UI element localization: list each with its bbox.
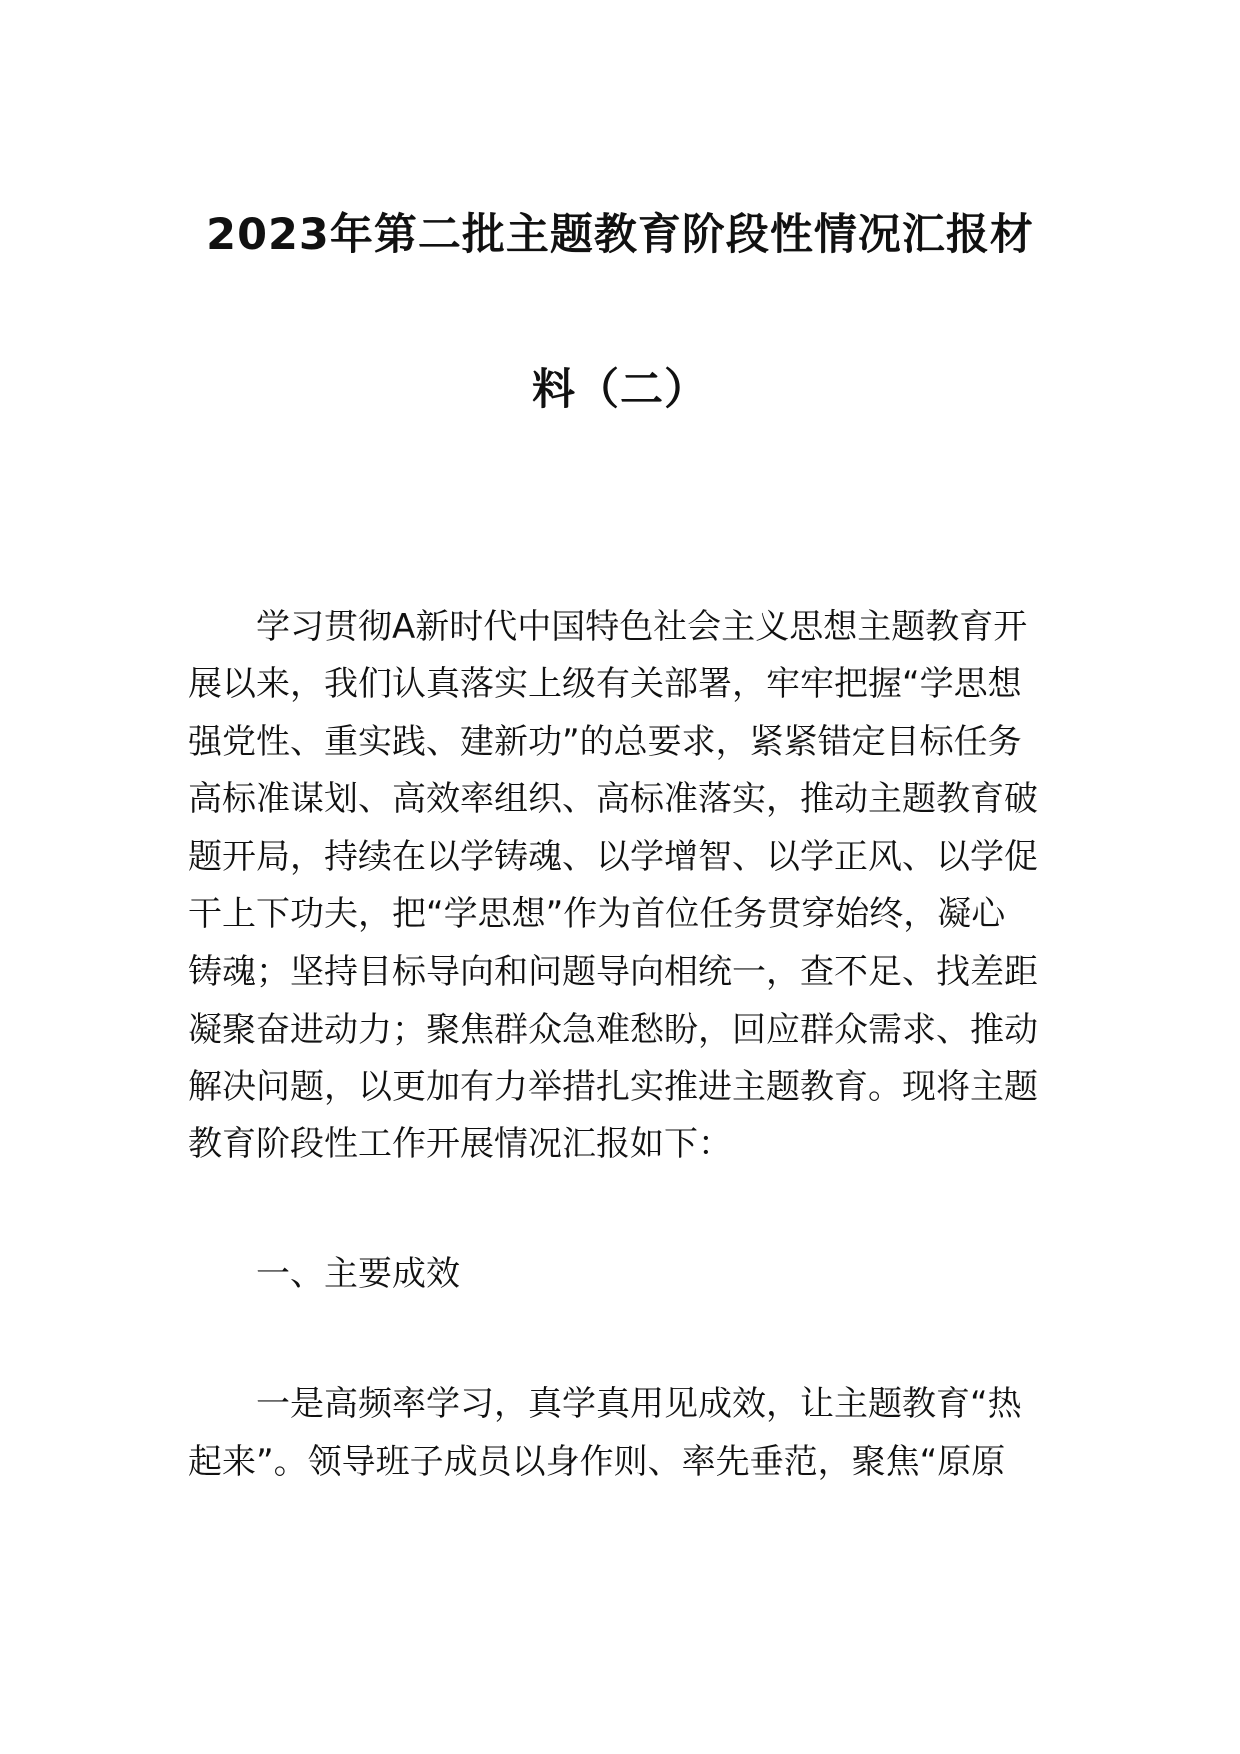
document-title-line-1: 2023年第二批主题教育阶段性情况汇报材 [206, 210, 1034, 260]
intro-paragraph-line-2: 展以来，我们认真落实上级有关部署，牢牢把握“学思想 [188, 664, 1022, 704]
intro-paragraph-line-10: 教育阶段性工作开展情况汇报如下： [188, 1124, 732, 1164]
intro-paragraph-line-1: 学习贯彻A新时代中国特色社会主义思想主题教育开 [256, 607, 1028, 647]
section-paragraph-line-1: 一是高频率学习，真学真用见成效，让主题教育“热 [256, 1384, 1022, 1424]
section-heading: 一、主要成效 [256, 1254, 460, 1294]
section-paragraph-line-2: 起来”。领导班子成员以身作则、率先垂范，聚焦“原原 [188, 1442, 1006, 1482]
intro-paragraph-line-7: 铸魂；坚持目标导向和问题导向相统一，查不足、找差距 [188, 952, 1038, 992]
intro-paragraph-line-6: 干上下功夫，把“学思想”作为首位任务贯穿始终，凝心 [188, 894, 1006, 934]
intro-paragraph-line-9: 解决问题，以更加有力举措扎实推进主题教育。现将主题 [188, 1067, 1038, 1107]
intro-paragraph-line-4: 高标准谋划、高效率组织、高标准落实，推动主题教育破 [188, 779, 1038, 819]
intro-paragraph-line-8: 凝聚奋进动力；聚焦群众急难愁盼，回应群众需求、推动 [188, 1010, 1038, 1050]
intro-paragraph-line-3: 强党性、重实践、建新功”的总要求，紧紧错定目标任务 [188, 722, 1022, 762]
intro-paragraph-line-5: 题开局，持续在以学铸魂、以学增智、以学正风、以学促 [188, 837, 1038, 877]
document-title-line-2: 料（二） [532, 365, 708, 415]
